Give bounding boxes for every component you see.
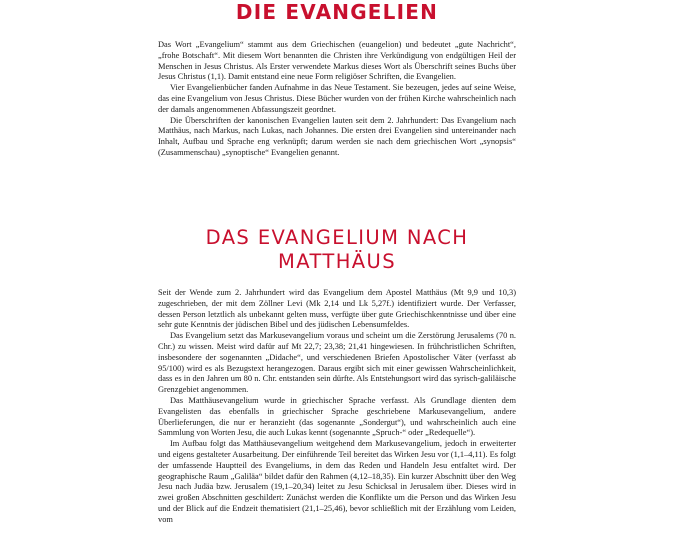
paragraph: Das Wort „Evangelium“ stammt aus dem Griechischen (euangelion) und bedeutet „gute Nachricht“, „frohe Botschaft“. Mit diesem Wort benannten die Christen ihre Verkündigung von endgültigen Heil der Menschen in Jesus Christus. Als Erster verwendete Markus dieses Wort als Überschrift seines Buchs über Jesus Christus (1,1). Damit entstand eine neue Form religiöser Schriften, die Evangelien. [158, 40, 516, 82]
paragraph: Das Evangelium setzt das Markusevangelium voraus und scheint um die Zerstörung Jerusalems (70 n. Chr.) zu wissen. Meist wird dafür auf Mt 22,7; 23,38; 21,41 hingewiesen. In frühchristlichen Schriften, insbesondere der sogenannten „Didache“, und verschiedenen Briefen Apostolischer Väter (verfasst ab 95/100) wird es als Bezugstext herangezogen. Daraus ergibt sich mit einer gewissen Wahrscheinlichkeit, dass es in den Jahren um 80 n. Chr. entstanden sein dürfte. Als Entstehungsort wird das syrisch-galiläische Grenzgebiet angenommen. [158, 331, 516, 395]
section-heading-die-evangelien: DIE EVANGELIEN [235, 0, 439, 24]
paragraph: Das Matthäusevangelium wurde in griechischer Sprache verfasst. Als Grundlage dienten dem Evangelisten das ebenfalls in griechischer Sprache geschriebene Markusevangelium, andere Überlieferungen, die nur er heranzieht (das sogenannte „Sondergut“), und wahrscheinlich auch eine Sammlung von Worten Jesu, die auch Lukas kennt (sogenannte „Spruch-“ oder „Redequelle“). [158, 395, 516, 438]
section-heading-matthaeus [140, 226, 534, 274]
section-body-matthaeus [158, 288, 516, 526]
paragraph: Die Überschriften der kanonischen Evangelien lauten seit dem 2. Jahrhundert: Das Evangelium nach Matthäus, nach Markus, nach Lukas, nach Johannes. Die ersten drei Evangelien sind untereinander nach Inhalt, Aufbau und Sprache eng verknüpft; darum werden sie nach dem griechischen Wort „synopsis“ (Zusammenschau) „synoptische“ Evangelien genannt. [158, 115, 516, 157]
section-body-die-evangelien [158, 40, 516, 159]
paragraph: Im Aufbau folgt das Matthäusevangelium weitgehend dem Markusevangelium, jedoch in erweiterter und eigens gestalteter Ausarbeitung. Der einführende Teil bereitet das Wirken Jesu vor (1,1–4,11). Es folgt der umfassende Hauptteil des Evangeliums, in dem das Reden und Handeln Jesu entfaltet wird. Der geographische Raum „Galiläa“ bildet dafür den Rahmen (4,12–18,35). Ein kurzer Abschnitt über den Weg Jesu nach Judäa bzw. Jerusalem (19,1–20,34) leitet zu Jesu Schicksal in Jerusalem über. Dieses wird in zwei großen Abschnitten geschildert: Zunächst werden die Konflikte um die Person und das Wirken Jesu und der Blick auf die Endzeit thematisiert (21,1–25,46), bevor schließlich mit der Erzählung vom Leiden, vom [158, 439, 516, 524]
heading-line-1: DAS EVANGELIUM NACH [205, 226, 469, 249]
heading-line-2: MATTHÄUS [278, 250, 396, 273]
paragraph: Seit der Wende zum 2. Jahrhundert wird das Evangelium dem Apostel Matthäus (Mt 9,9 und 10,3) zugeschrieben, der mit dem Zöllner Levi (Mk 2,14 und Lk 5,27f.) identifiziert wurde. Der Verfasser, dessen Person letztlich als unbekannt gelten muss, verfügte über gute Griechischkenntnisse und über eine sehr gute Kenntnis der jüdischen Bibel und des jüdischen Lebensumfeldes. [158, 288, 516, 330]
paragraph: Vier Evangelienbücher fanden Aufnahme in das Neue Testament. Sie bezeugen, jedes auf seine Weise, das eine Evangelium von Jesus Christus. Diese Bücher wurden von der frühen Kirche wahrscheinlich nach der damals angenommenen Abfassungszeit geordnet. [158, 83, 516, 114]
